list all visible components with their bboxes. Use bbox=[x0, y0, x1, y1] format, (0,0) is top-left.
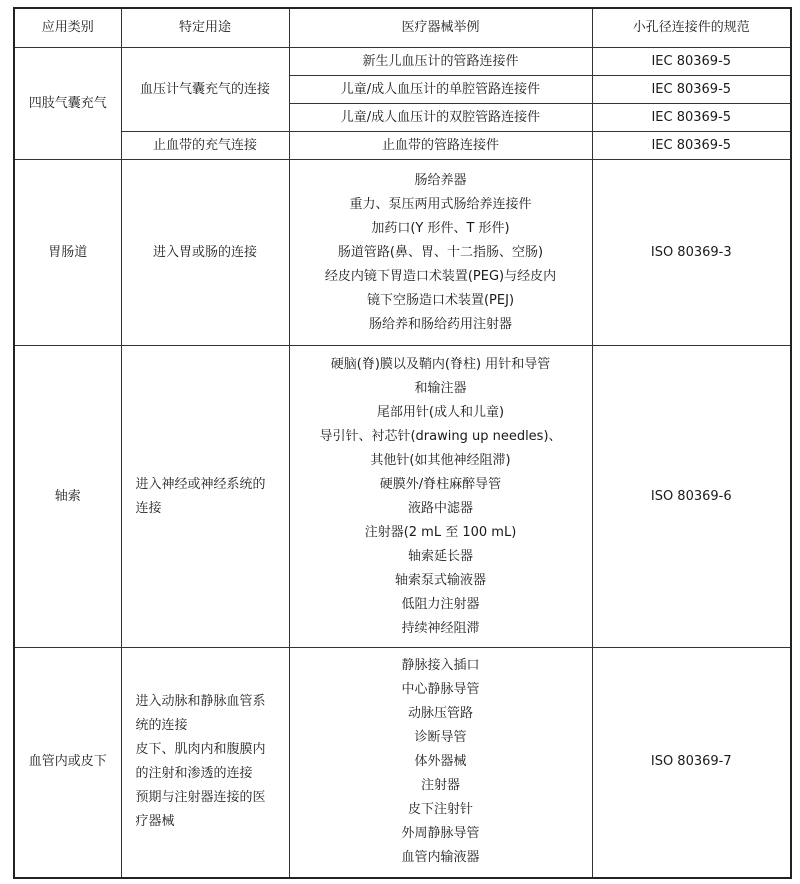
table-row bbox=[14, 346, 791, 648]
use-line: 统的连接 bbox=[135, 718, 188, 734]
standards-table-frame bbox=[13, 7, 790, 879]
list-item: 低阻力注射器 bbox=[401, 596, 480, 612]
standard-cell: ISO 80369-6 bbox=[592, 346, 791, 648]
standard-cell: IEC 80369-5 bbox=[592, 104, 791, 132]
use-line: 进入神经或神经系统的 bbox=[135, 476, 266, 492]
header-category: 应用类别 bbox=[14, 8, 121, 48]
list-item: 硬脑(脊)膜以及鞘内(脊柱) 用针和导管 bbox=[330, 356, 551, 372]
use-line: 疗器械 bbox=[135, 814, 175, 830]
list-item: 其他针(如其他神经阻滞) bbox=[370, 452, 511, 468]
list-item: 轴索泵式输液器 bbox=[394, 572, 486, 588]
list-item: 尾部用针(成人和儿童) bbox=[376, 404, 505, 420]
list-item: 重力、泵压两用式肠给养连接件 bbox=[349, 196, 532, 212]
example-list-cell bbox=[289, 648, 592, 878]
use-line: 预期与注射器连接的医 bbox=[135, 790, 266, 806]
list-item: 动脉压管路 bbox=[407, 706, 473, 722]
use-line: 进入动脉和静脉血管系 bbox=[135, 694, 266, 710]
standard-cell: IEC 80369-5 bbox=[592, 132, 791, 160]
list-item: 经皮内镜下胃造口术装置(PEG)与经皮内 bbox=[324, 268, 557, 284]
table-row bbox=[14, 132, 791, 160]
table-row bbox=[14, 48, 791, 76]
list-item: 中心静脉导管 bbox=[401, 682, 480, 698]
list-item: 加药口(Y 形件、T 形件) bbox=[371, 220, 510, 236]
header-row bbox=[14, 8, 791, 48]
list-item: 注射器 bbox=[420, 778, 460, 794]
list-item: 静脉接入插口 bbox=[401, 658, 480, 674]
use-line: 的注射和渗透的连接 bbox=[135, 766, 253, 782]
example-cell: 儿童/成人血压计的双腔管路连接件 bbox=[289, 104, 592, 132]
list-item: 皮下注射针 bbox=[407, 802, 473, 818]
example-cell: 新生儿血压计的管路连接件 bbox=[289, 48, 592, 76]
table-row bbox=[14, 648, 791, 878]
use-cell bbox=[121, 346, 289, 648]
list-item: 肠给养器 bbox=[414, 172, 467, 188]
standard-cell: IEC 80369-5 bbox=[592, 76, 791, 104]
list-item: 导引针、衬芯针(drawing up needles)、 bbox=[319, 428, 562, 444]
list-item: 持续神经阻滞 bbox=[401, 620, 480, 636]
header-examples: 医疗器械举例 bbox=[289, 8, 592, 48]
standard-cell: ISO 80369-7 bbox=[592, 648, 791, 878]
example-cell: 儿童/成人血压计的单腔管路连接件 bbox=[289, 76, 592, 104]
list-item: 液路中滤器 bbox=[407, 500, 473, 516]
category-cell: 胃肠道 bbox=[14, 160, 121, 346]
list-item: 血管内输液器 bbox=[401, 850, 480, 866]
list-item: 和输注器 bbox=[414, 380, 467, 396]
category-cell: 血管内或皮下 bbox=[14, 648, 121, 878]
use-line: 连接 bbox=[135, 500, 162, 516]
list-item: 肠道管路(鼻、胃、十二指肠、空肠) bbox=[337, 244, 544, 260]
list-item: 注射器(2 mL 至 100 mL) bbox=[364, 524, 517, 540]
list-item: 镜下空肠造口术装置(PEJ) bbox=[366, 292, 515, 308]
list-item: 肠给养和肠给药用注射器 bbox=[368, 316, 512, 332]
standard-cell: ISO 80369-3 bbox=[592, 160, 791, 346]
list-item: 轴索延长器 bbox=[407, 548, 473, 564]
example-cell: 止血带的管路连接件 bbox=[289, 132, 592, 160]
table-row bbox=[14, 160, 791, 346]
use-cell: 进入胃或肠的连接 bbox=[121, 160, 289, 346]
use-cell bbox=[121, 648, 289, 878]
list-item: 体外器械 bbox=[414, 754, 467, 770]
standard-cell: IEC 80369-5 bbox=[592, 48, 791, 76]
connector-standards-table bbox=[13, 7, 792, 879]
use-cell: 止血带的充气连接 bbox=[121, 132, 289, 160]
header-standard: 小孔径连接件的规范 bbox=[592, 8, 791, 48]
use-cell: 血压计气囊充气的连接 bbox=[121, 48, 289, 132]
example-list-cell bbox=[289, 346, 592, 648]
category-cell: 四肢气囊充气 bbox=[14, 48, 121, 160]
use-line: 皮下、肌肉内和腹膜内 bbox=[135, 742, 266, 758]
list-item: 外周静脉导管 bbox=[401, 826, 480, 842]
category-cell: 轴索 bbox=[14, 346, 121, 648]
example-list-cell bbox=[289, 160, 592, 346]
list-item: 诊断导管 bbox=[414, 730, 467, 746]
header-use: 特定用途 bbox=[121, 8, 289, 48]
list-item: 硬膜外/脊柱麻醉导管 bbox=[379, 476, 502, 492]
